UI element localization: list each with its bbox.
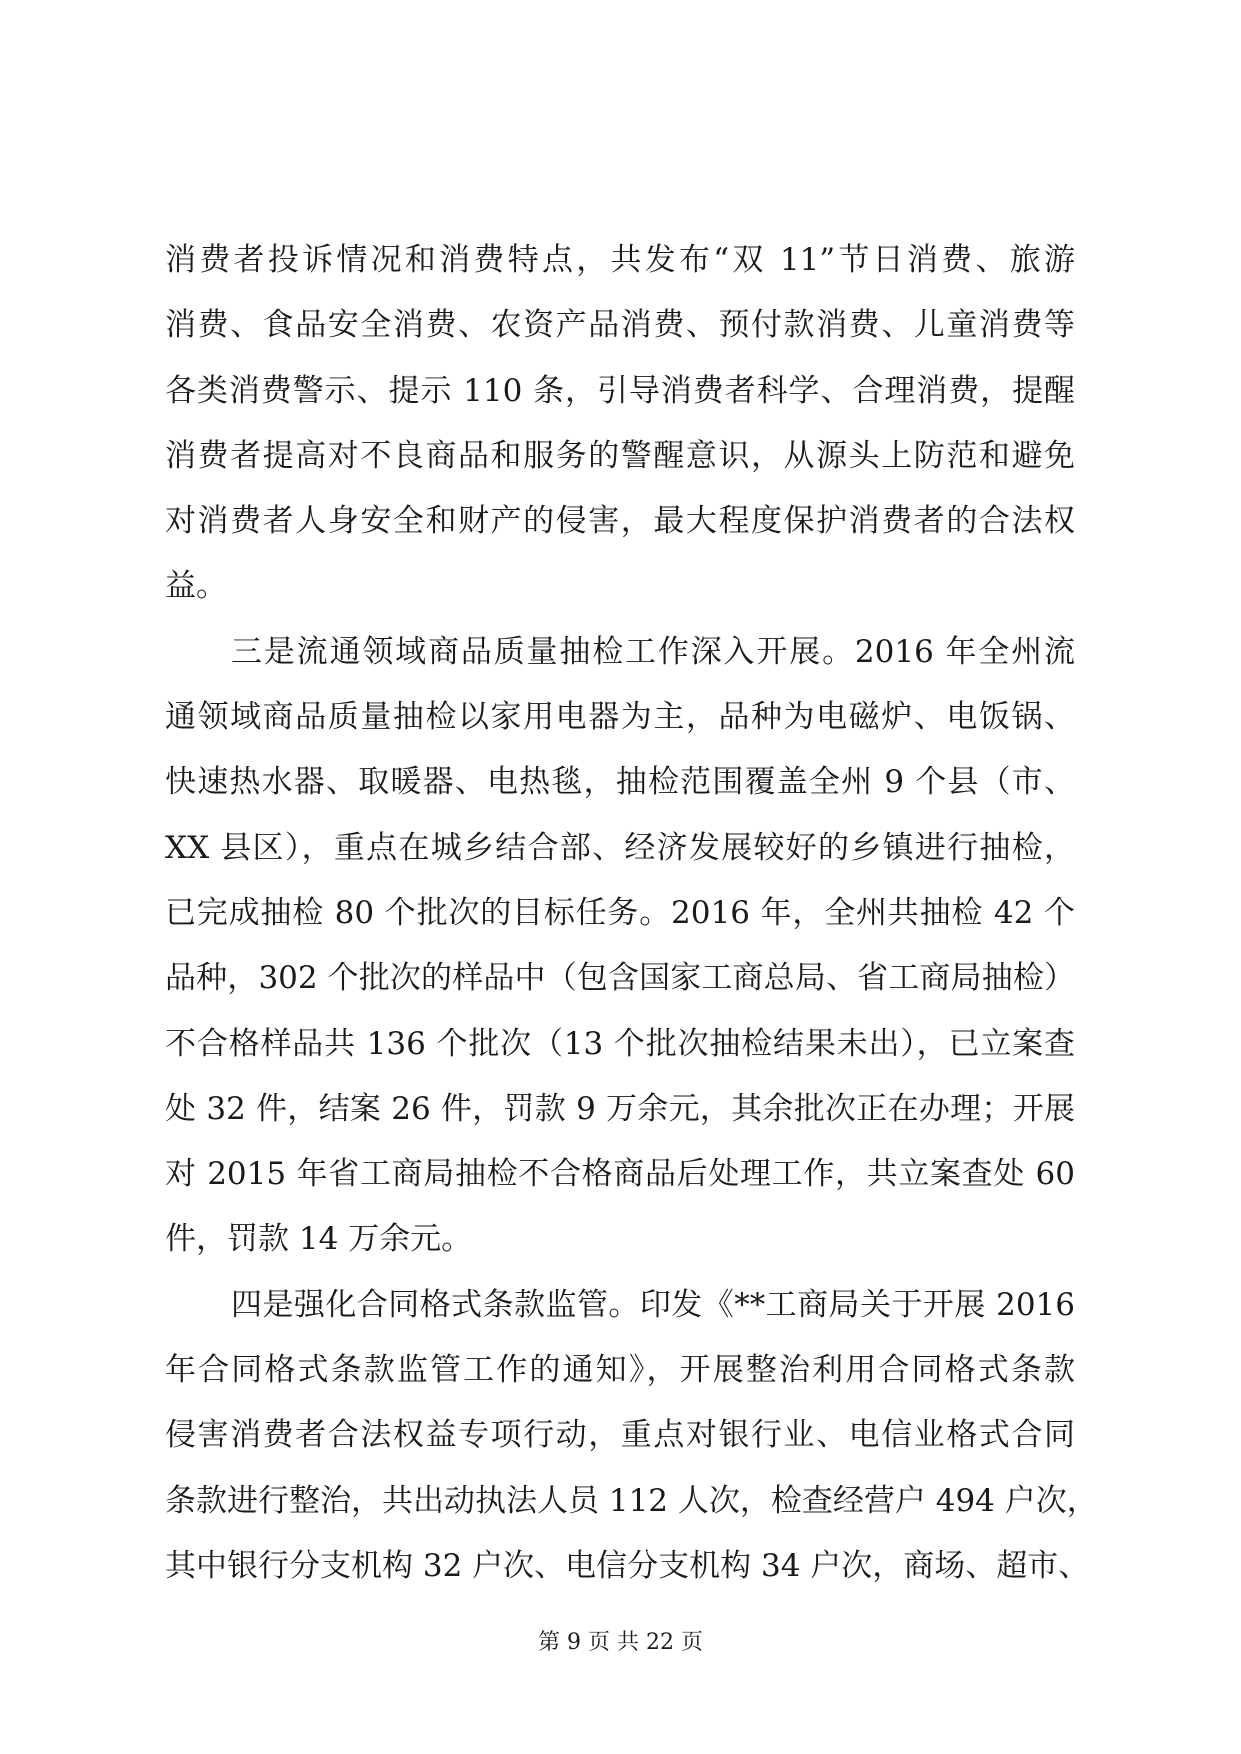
paragraph-start-line: 三是流通领域商品质量抽检工作深入开展。2016 年全州流 [231, 633, 1075, 670]
text-line: 件，罚款 14 万余元。 [165, 1221, 473, 1258]
page-number-footer: 第 9 页 共 22 页 [538, 1630, 703, 1655]
body-text [165, 228, 1098, 1599]
text-line: XX 县区），重点在城乡结合部、经济发展较好的乡镇进行抽检， [165, 829, 1075, 866]
text-line: 益。 [165, 568, 227, 605]
text-line: 已完成抽检 80 个批次的目标任务。2016 年，全州共抽检 42 个 [165, 894, 1075, 931]
text-line: 条款进行整治，共出动执法人员 112 人次，检查经营户 494 户次， [165, 1482, 1098, 1519]
text-line: 各类消费警示、提示 110 条，引导消费者科学、合理消费，提醒 [165, 372, 1075, 409]
text-line: 不合格样品共 136 个批次（13 个批次抽检结果未出），已立案查 [165, 1025, 1075, 1062]
text-line: 其中银行分支机构 32 户次、电信分支机构 34 户次，商场、超市、 [165, 1547, 1090, 1584]
text-line: 消费者提高对不良商品和服务的警醒意识，从源头上防范和避免 [165, 437, 1075, 474]
text-line: 处 32 件，结案 26 件，罚款 9 万余元，其余批次正在办理；开展 [165, 1090, 1075, 1127]
text-line: 对消费者人身安全和财产的侵害，最大程度保护消费者的合法权 [165, 503, 1075, 540]
text-line: 对 2015 年省工商局抽检不合格商品后处理工作，共立案查处 60 [165, 1156, 1075, 1193]
text-line: 品种，302 个批次的样品中（包含国家工商总局、省工商局抽检） [165, 960, 1075, 997]
text-line: 消费、食品安全消费、农资产品消费、预付款消费、儿童消费等 [165, 307, 1075, 344]
text-line: 消费者投诉情况和消费特点，共发布“双 11”节日消费、旅游 [165, 242, 1075, 278]
text-line: 侵害消费者合法权益专项行动，重点对银行业、电信业格式合同 [165, 1417, 1075, 1454]
text-line: 年合同格式条款监管工作的通知》，开展整治利用合同格式条款 [165, 1352, 1075, 1389]
text-line: 快速热水器、取暖器、电热毯，抽检范围覆盖全州 9 个县（市、 [165, 764, 1075, 801]
paragraph-start-line: 四是强化合同格式条款监管。印发《**工商局关于开展 2016 [231, 1286, 1075, 1323]
text-line: 通领域商品质量抽检以家用电器为主，品种为电磁炉、电饭锅、 [165, 699, 1075, 736]
